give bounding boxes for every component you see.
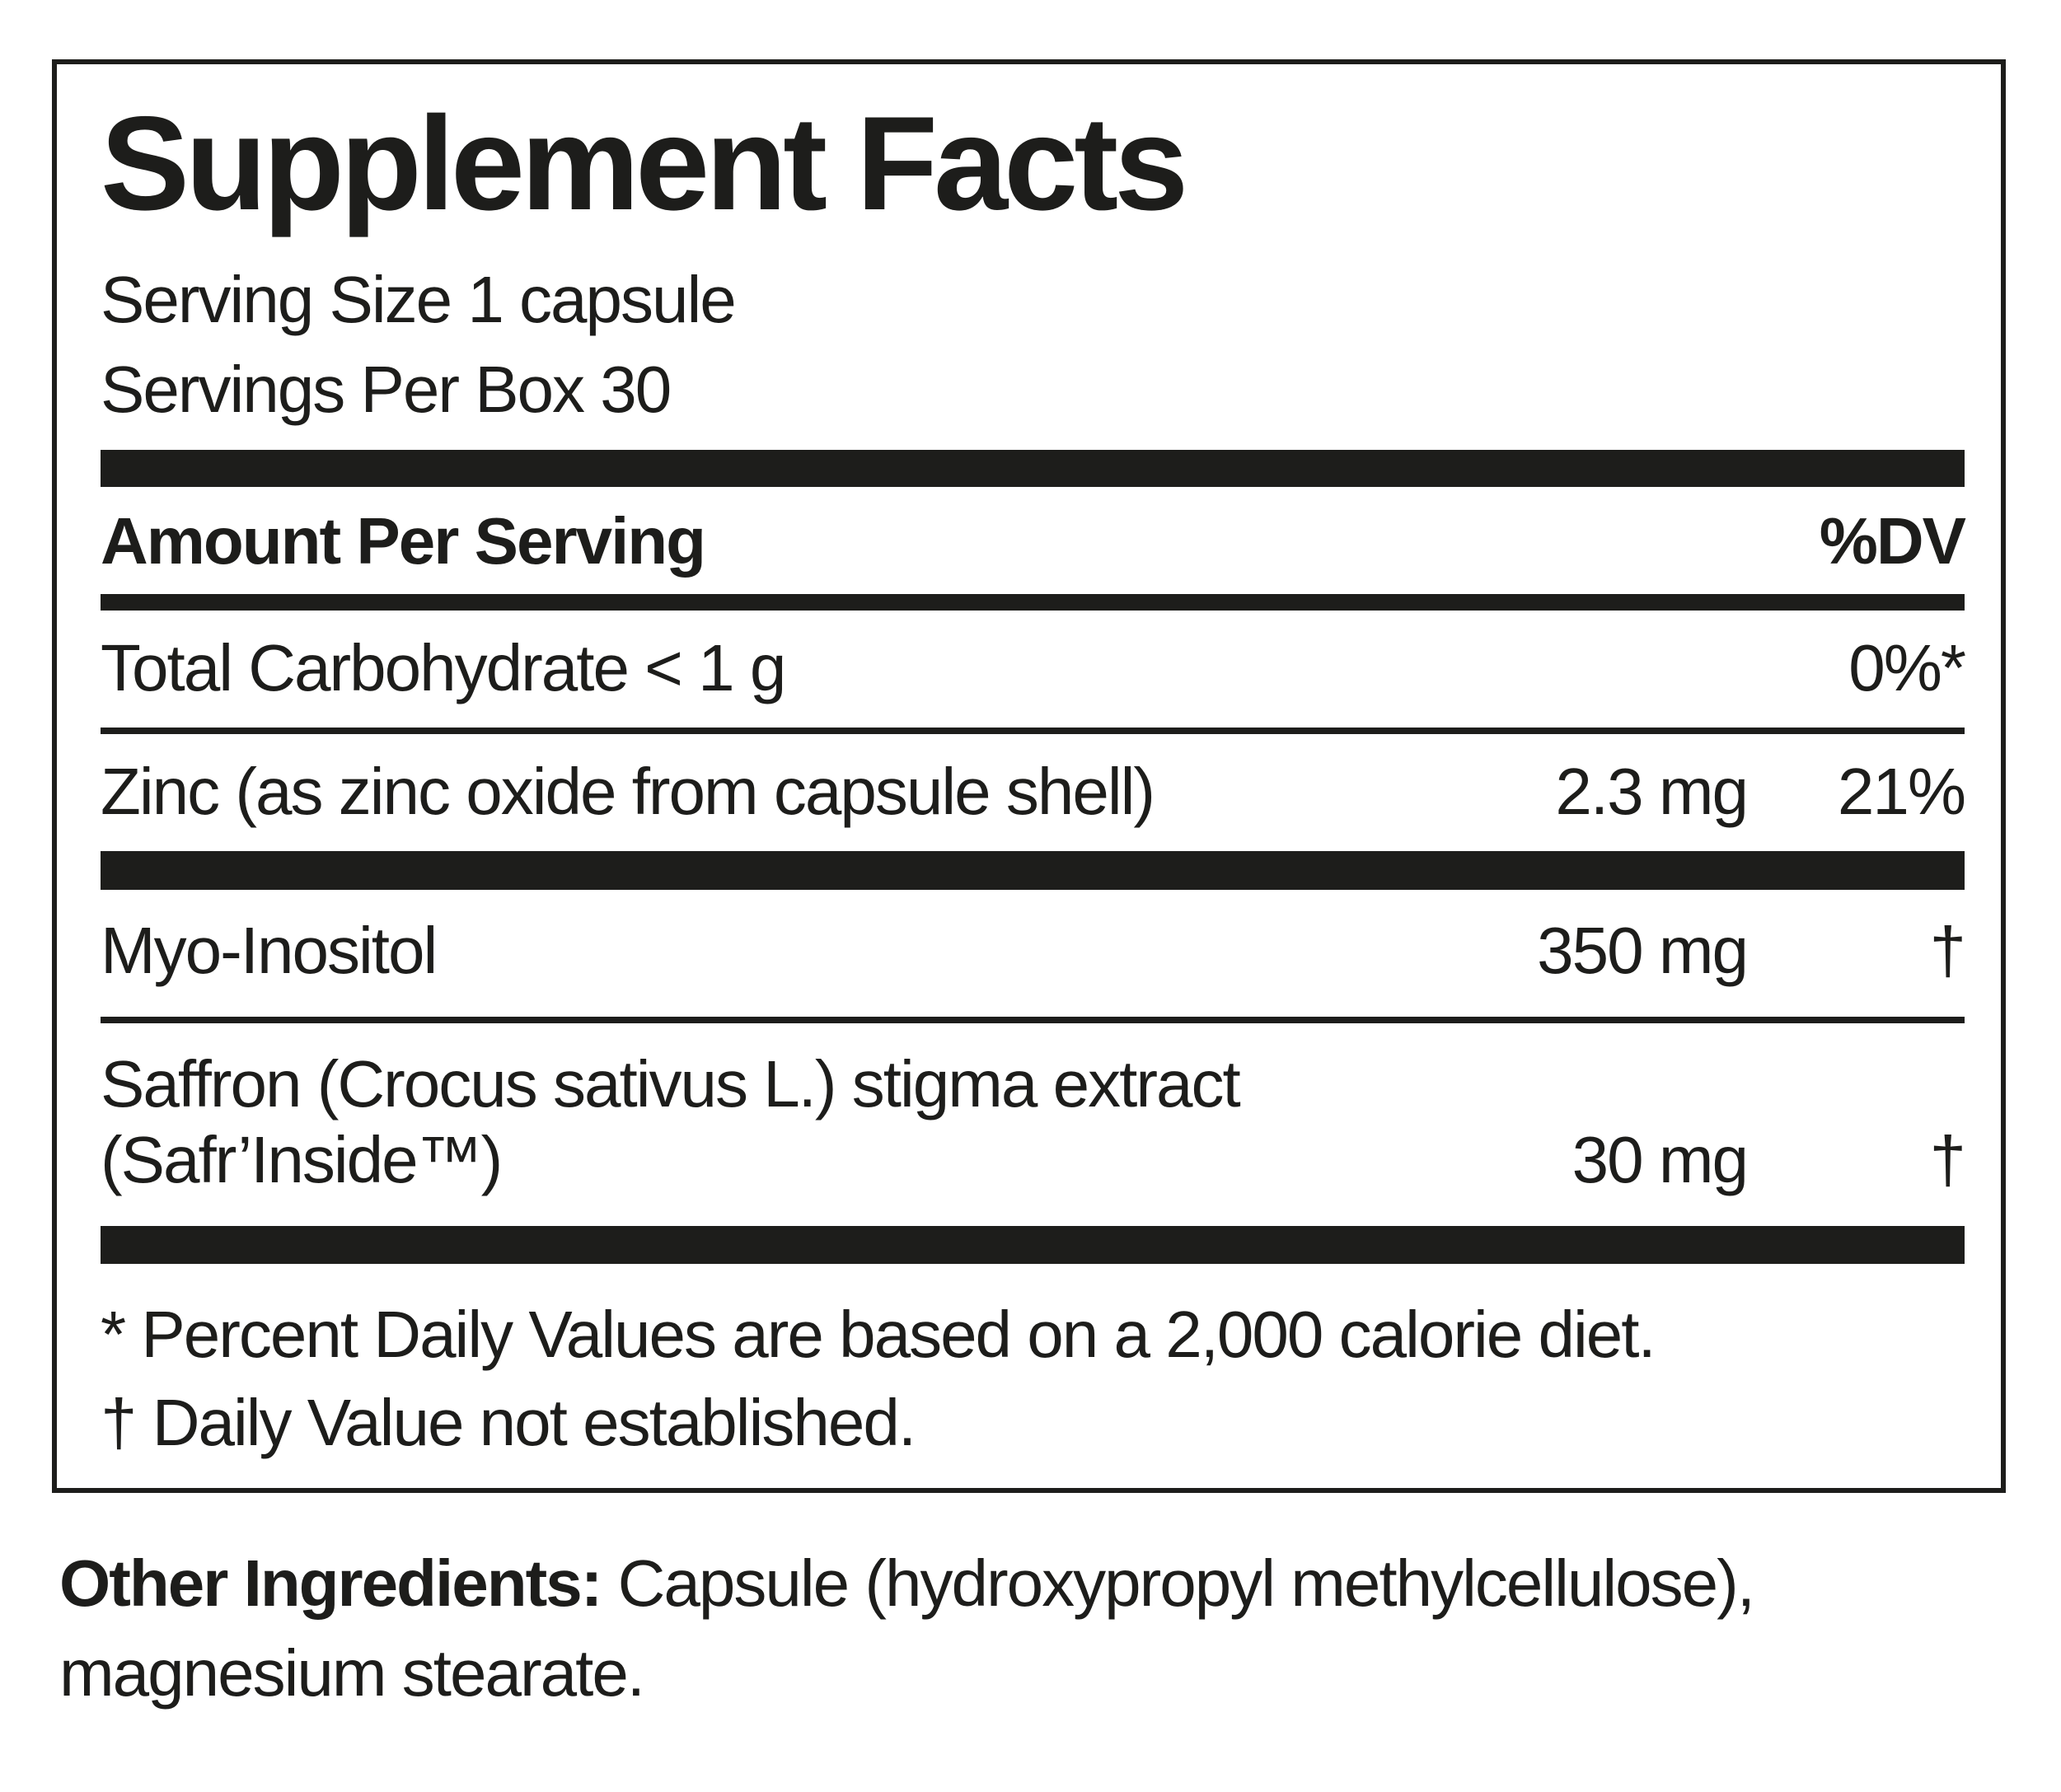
ingredient-dv: †: [1929, 1122, 1965, 1196]
ingredient-name: [101, 1046, 1572, 1198]
ingredient-name-line-1: Saffron (Crocus sativus L.) stigma extract: [101, 1046, 1239, 1121]
ingredient-amount: 30 mg: [1572, 1122, 1747, 1196]
ingredient-dv: 21%: [1837, 754, 1965, 828]
ingredient-row-myo-inositol: [101, 890, 1965, 1017]
ingredient-row-zinc: [101, 734, 1965, 851]
other-ingredients-paragraph: [59, 1539, 2012, 1719]
ingredient-row-total-carbohydrate: [101, 611, 1965, 728]
footnote-percent-daily-values: * Percent Daily Values are based on a 2,000 calorie diet.: [101, 1297, 1655, 1371]
supplement-facts-panel: [52, 59, 2006, 1493]
serving-size-line: Serving Size 1 capsule: [101, 263, 735, 336]
medium-separator-rule: [101, 594, 1965, 611]
column-header-amount-per-serving: Amount Per Serving: [101, 503, 705, 578]
ingredient-row-saffron: [101, 1023, 1965, 1226]
ingredient-name-line-2: (Safr’Inside™): [101, 1122, 502, 1196]
ingredient-name: Zinc (as zinc oxide from capsule shell): [101, 754, 1155, 828]
ingredient-amount: 2.3 mg: [1555, 754, 1747, 828]
table-header-row: [101, 487, 1965, 594]
ingredient-dv: 0%*: [1848, 630, 1965, 704]
footnotes-block: [101, 1290, 1965, 1467]
ingredient-amount: 350 mg: [1537, 913, 1747, 987]
footnote-daily-value-not-established: † Daily Value not established.: [101, 1385, 916, 1459]
thick-separator-bar: [101, 450, 1965, 487]
serving-info: [101, 255, 1965, 435]
panel-title: Supplement Facts: [101, 89, 1185, 238]
thin-separator-rule: [101, 1017, 1965, 1023]
other-ingredients-label: Other Ingredients:: [59, 1546, 602, 1620]
ingredient-name: Myo-Inositol: [101, 913, 437, 987]
servings-per-box-line: Servings Per Box 30: [101, 352, 671, 426]
other-ingredients-text: Capsule (hydroxypropyl methylcellulose), magnesium stearate.: [59, 1546, 1754, 1710]
column-header-dv: %DV: [1819, 503, 1965, 578]
thick-separator-bar: [101, 851, 1965, 890]
ingredient-dv: †: [1929, 913, 1965, 987]
thin-separator-rule: [101, 728, 1965, 734]
thick-separator-bar: [101, 1226, 1965, 1264]
ingredient-name: Total Carbohydrate < 1 g: [101, 630, 785, 704]
